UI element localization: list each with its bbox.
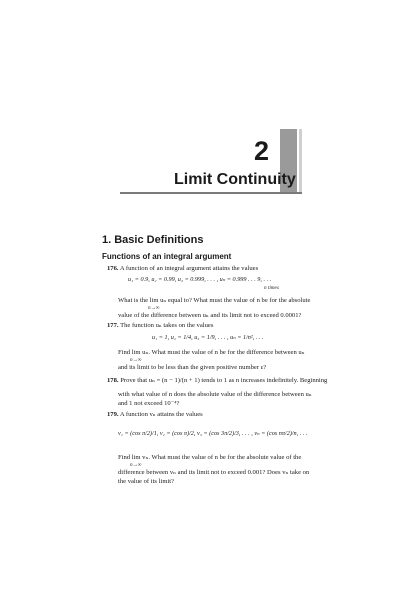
problem-179-line3: the value of its limit? xyxy=(118,478,175,485)
problem-176-intro: 176. A function of an integral argument attains the values xyxy=(107,265,259,272)
chapter-rule xyxy=(120,192,302,194)
problem-176-underbrace-label: n times xyxy=(264,285,279,291)
problem-178-line1: 178. Prove that uₙ = (n − 1)/(n + 1) tends to 1 as n increases indefinitely. Beginning xyxy=(107,377,328,384)
chapter-bar-thin-decoration xyxy=(299,129,302,192)
problem-179-line1: Find lim vₙ. What must the value of n be for the absolute value of the xyxy=(118,454,302,461)
problem-177-line2: and its limit to be less than the given positive number ε? xyxy=(118,364,267,371)
problem-179-intro: 179. A function vₙ attains the values xyxy=(107,411,203,418)
problem-177-line1: Find lim uₙ. What must the value of n be for the difference between uₙ xyxy=(118,349,305,356)
section-title: 1. Basic Definitions xyxy=(102,234,204,246)
problem-176-line2: value of the difference between uₙ and its limit not to exceed 0.0001? xyxy=(118,312,302,319)
problem-177-lim-subscript: n→∞ xyxy=(130,357,142,363)
problem-178-line3: and 1 not exceed 10⁻⁴? xyxy=(118,400,180,407)
problem-179-line2: difference between vₙ and its limit not to exceed 0.001? Does vₙ take on xyxy=(118,469,310,476)
section-subtitle: Functions of an integral argument xyxy=(102,252,232,261)
problem-176-line1: What is the lim uₙ equal to? What must the value of n be for the absolute xyxy=(118,297,311,304)
chapter-title: Limit Continuity xyxy=(174,171,296,188)
chapter-number: 2 xyxy=(254,136,270,166)
problem-177-equation: u₁ = 1, u₂ = 1/4, u₃ = 1/9, . . . , uₙ = 1/n², . . . xyxy=(152,334,264,341)
problem-176-equation: u₁ = 0.9, u₂ = 0.99, u₃ = 0.999, . . . , uₙ = 0.999 . . . 9, . . . xyxy=(128,276,272,283)
problem-179-equation: v₁ = (cos π/2)/1, v₂ = (cos π)/2, v₃ = (cos 3π/2)/3, . . . , vₙ = (cos nπ/2)/n, . . . xyxy=(118,430,308,437)
problem-177-intro: 177. The function uₙ takes on the values xyxy=(107,322,214,329)
problem-178-line2: with what value of n does the absolute value of the difference between uₙ xyxy=(118,391,312,398)
problem-179-lim-subscript: n→∞ xyxy=(130,462,142,468)
problem-176-lim-subscript: n→∞ xyxy=(148,305,160,311)
